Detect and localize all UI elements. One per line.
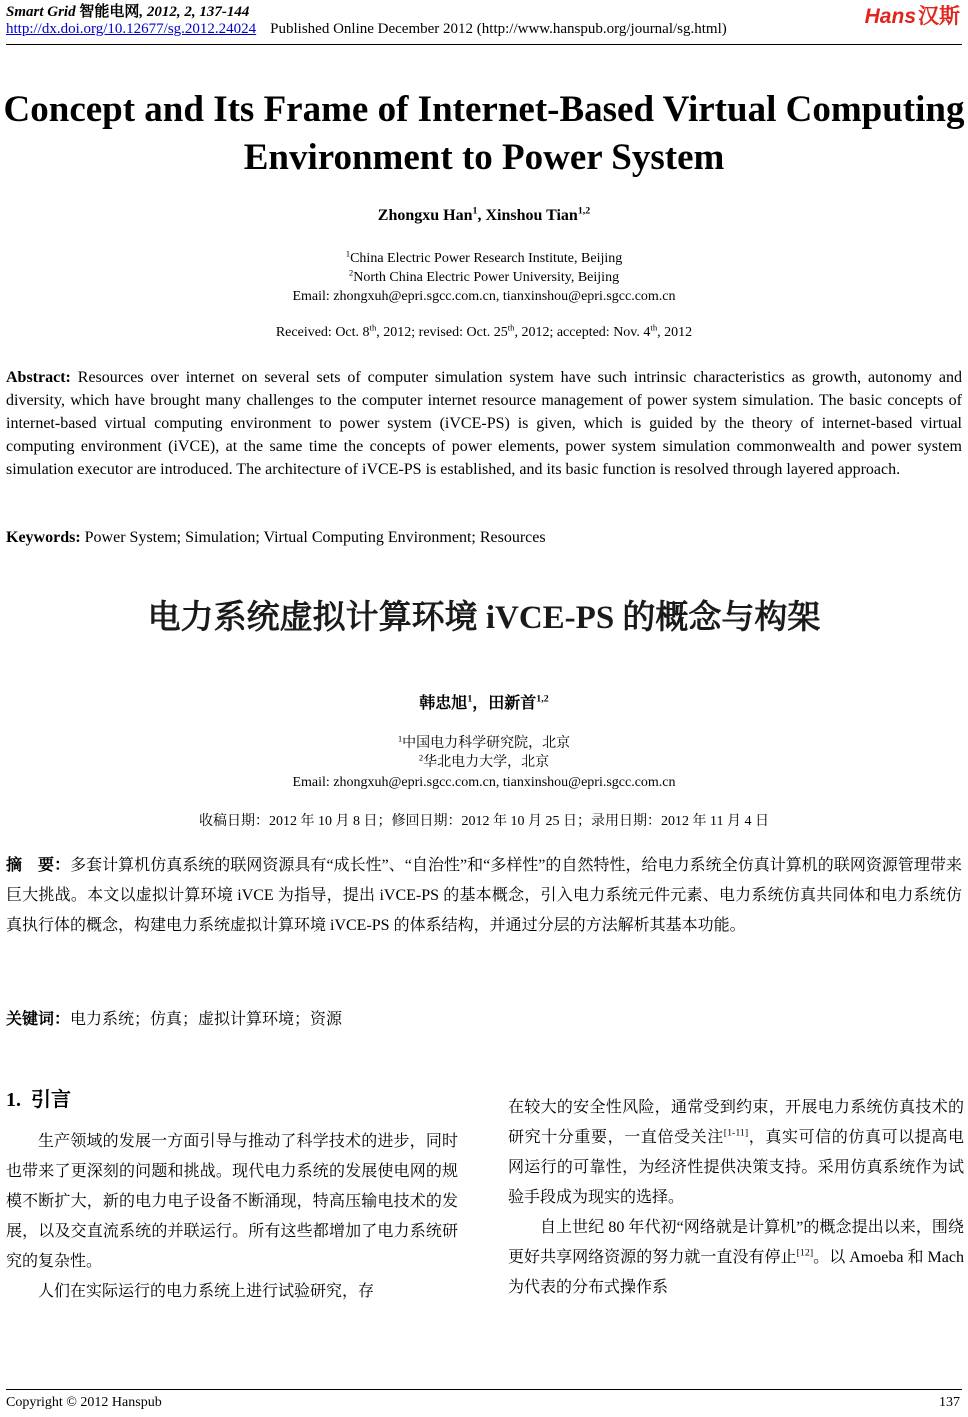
affiliation-1-en xyxy=(0,249,968,268)
email-cn: Email: zhongxuh@epri.sgcc.com.cn, tianxinshou@epri.sgcc.com.cn xyxy=(292,775,676,790)
author-2-sup: 1,2 xyxy=(577,205,591,217)
abstract-cn-text: 多套计算机仿真系统的联网资源具有“成长性”、“自治性”和“多样性”的自然特性，给电力系统全仿真计算机的联网资源管理带来巨大挑战。本文以虚拟计算环境 iVCE 为指导，提出 iVCE-PS 的基本概念，引入电力系统元件元素、电力系统仿真共同体和电力系统仿真执行体的概念，构建电力系统虚拟计算环境 iVCE-PS 的体系结构，并通过分层的方法解析其基本功能。 xyxy=(6,857,962,934)
body-column-left xyxy=(6,1127,458,1307)
affiliation-1-cn xyxy=(0,734,968,753)
affiliation-2-cn xyxy=(0,753,968,772)
journal-name: Smart Grid xyxy=(6,4,76,20)
author-2: Xinshou Tian xyxy=(485,207,578,224)
author-2-cn: 田新首 xyxy=(488,695,537,712)
revised-part: , 2012; revised: Oct. 25 xyxy=(376,325,508,340)
section-1-heading xyxy=(6,1083,71,1112)
section-number: 1. xyxy=(6,1089,21,1111)
paragraph xyxy=(508,1093,964,1213)
abstract-en xyxy=(6,366,962,481)
section-title: 引言 xyxy=(31,1089,71,1111)
keywords-text: Power System; Simulation; Virtual Computing Environment; Resources xyxy=(84,529,546,546)
received-en xyxy=(0,323,968,342)
affiliation-2-en xyxy=(0,268,968,287)
title-en-line-1: Concept and Its Frame of Internet-Based Virtual Computing xyxy=(3,89,965,130)
received-part: Received: Oct. 8 xyxy=(275,325,370,340)
keywords-cn-label: 关键词： xyxy=(6,1011,71,1028)
header-rule xyxy=(6,44,962,45)
paragraph: 生产领域的发展一方面引导与推动了科学技术的进步，同时也带来了更深刻的问题和挑战。现代电力系统的发展使电网的规模不断扩大，新的电力电子设备不断涌现，特高压输电技术的发展，以及交直流系统的并联运行。所有这些都增加了电力系统研究的复杂性。 xyxy=(6,1133,458,1270)
author-cn-separator: ， xyxy=(472,695,489,712)
author-1: Zhongxu Han xyxy=(377,207,473,224)
keywords-cn xyxy=(6,1005,962,1035)
author-1-cn: 韩忠旭 xyxy=(419,695,468,712)
abstract-label: Abstract: xyxy=(6,369,71,386)
author-2-cn-sup: 1,2 xyxy=(536,693,549,705)
journal-name-cn: 智能电网 xyxy=(79,4,140,20)
text-run: 自上世纪 80 年代初“网络就是计算机”的概念提出以来，围绕更好共享网络资源的努力就一直没有停止 xyxy=(508,1219,964,1266)
paragraph: 人们在实际运行的电力系统上进行试验研究，存 xyxy=(38,1283,375,1300)
year-part: , 2012 xyxy=(657,325,693,340)
received-cn: 收稿日期：2012 年 10 月 8 日；修回日期：2012 年 10 月 25 日；录用日期：2012 年 11 月 4 日 xyxy=(199,814,769,829)
accepted-part: , 2012; accepted: Nov. 4 xyxy=(514,325,651,340)
aff-2-sup: 2 xyxy=(348,267,354,278)
author-1-cn-sup: 1 xyxy=(467,693,473,705)
author-1-sup: 1 xyxy=(472,205,478,217)
journal-header-line xyxy=(6,0,249,21)
paper-title-cn: 电力系统虚拟计算环境 iVCE-PS 的概念与构架 xyxy=(147,600,821,636)
body-column-right xyxy=(508,1093,964,1303)
journal-issue: , 2012, 2, 137-144 xyxy=(139,4,250,20)
footer-rule xyxy=(6,1389,962,1390)
aff-2-text: North China Electric Power University, Beijing xyxy=(353,270,620,285)
paragraph xyxy=(508,1213,964,1303)
aff-1-text: China Electric Power Research Institute, Beijing xyxy=(350,251,623,266)
aff-1-cn-sup: 1 xyxy=(397,733,403,744)
text-run: 在较大的安全性风险，通常受到约束，开展电力系统仿真技术的研究十分重要，一直倍受关注 xyxy=(508,1099,964,1146)
paper-title-en xyxy=(0,86,968,182)
doi-link[interactable]: http://dx.doi.org/10.12677/sg.2012.24024 xyxy=(6,21,257,37)
citation: [1-11] xyxy=(723,1127,749,1139)
abstract-cn-label: 摘 要： xyxy=(6,857,71,874)
accepted-sup: th xyxy=(650,322,658,333)
logo-latin: Hans xyxy=(864,5,916,28)
logo-cn: 汉斯 xyxy=(918,5,960,28)
authors-cn xyxy=(0,690,968,713)
keywords-cn-text: 电力系统；仿真；虚拟计算环境；资源 xyxy=(70,1011,343,1028)
received-sup: th xyxy=(369,322,377,333)
email-en: Email: zhongxuh@epri.sgcc.com.cn, tianxinshou@epri.sgcc.com.cn xyxy=(292,289,676,304)
revised-sup: th xyxy=(507,322,515,333)
text-run: 。以 Amoeba 和 Mach 为代表的分布式操作系 xyxy=(508,1249,964,1296)
copyright: Copyright © 2012 Hanspub xyxy=(6,1395,162,1410)
abstract-text: Resources over internet on several sets of computer simulation system have such intrinsic characteristics as growth, autonomy and diversity, which have brought many challenges to the computer internet resource management of power system simulation. The basic concepts of internet-based virtual computing environment to power system (iVCE-PS) is given, which is guided by the theory of internet-based virtual computing environment (iVCE), at the same time the concepts of power elements, power system simulation commonwealth and power system simulation executor are introduced. The architecture of iVCE-PS is established, and its basic function is resolved through layered approach. xyxy=(6,369,963,478)
doi-line xyxy=(6,21,727,38)
publisher-logo xyxy=(865,0,960,30)
citation: [12] xyxy=(796,1247,814,1259)
keywords-label: Keywords: xyxy=(6,529,81,546)
published-online: Published Online December 2012 (http://www.hanspub.org/journal/sg.html) xyxy=(270,21,727,37)
author-separator: , xyxy=(477,207,486,224)
aff-1-cn-text: 中国电力科学研究院，北京 xyxy=(402,736,571,751)
abstract-cn xyxy=(6,851,962,941)
aff-2-cn-text: 华北电力大学，北京 xyxy=(423,755,550,770)
aff-2-cn-sup: 2 xyxy=(418,752,424,763)
title-en-line-2: Environment to Power System xyxy=(243,137,725,178)
keywords-en xyxy=(6,526,962,549)
text-run: ，真实可信的仿真可以提高电网运行的可靠性，为经济性提供决策支持。采用仿真系统作为试验手段成为现实的选择。 xyxy=(508,1129,964,1206)
page-number: 137 xyxy=(939,1395,960,1410)
authors-en xyxy=(0,207,968,225)
aff-1-sup: 1 xyxy=(345,248,351,259)
